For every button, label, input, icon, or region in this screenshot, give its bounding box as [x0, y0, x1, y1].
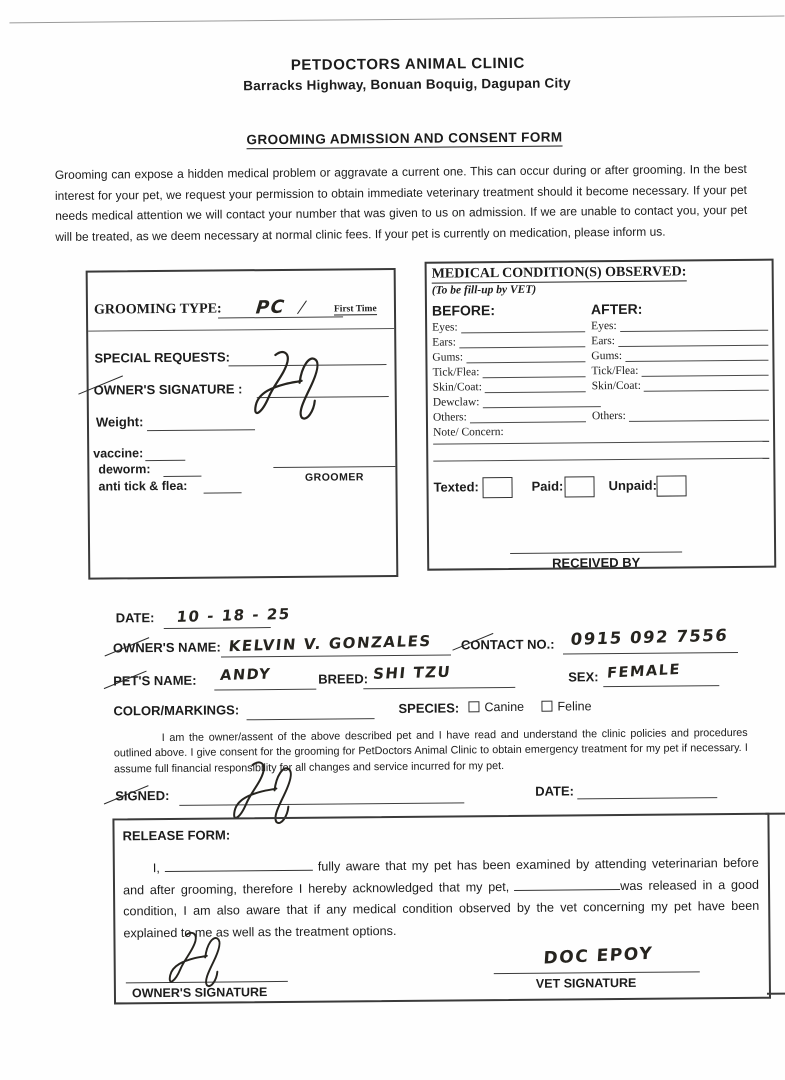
before-row-label: Gums:: [432, 351, 464, 364]
date-value: 10 - 18 - 25: [175, 604, 292, 626]
unpaid-checkbox: [656, 475, 686, 496]
first-time-label: First Time: [333, 304, 377, 315]
breed-blank: [363, 687, 515, 689]
blank-line: [470, 409, 586, 423]
blank-line: [644, 378, 769, 392]
received-by-label: RECEIVED BY: [552, 554, 641, 571]
contact-no-value: 0915 092 7556: [569, 625, 730, 649]
medical-title: MEDICAL CONDITION(S) OBSERVED:: [431, 264, 687, 282]
note-blank-line-2: [433, 458, 769, 462]
owner-signature-bottom: [163, 923, 236, 998]
before-row-label: Dewclaw:: [432, 396, 480, 409]
received-by-blank: [510, 551, 682, 554]
after-row-label: Skin/Coat:: [591, 379, 641, 393]
anti-tick-flea-label: anti tick & flea:: [98, 478, 188, 494]
vaccine-label: vaccine:: [93, 446, 144, 461]
owner-signature-label: OWNER'S SIGNATURE: [131, 985, 268, 1001]
vaccine-blank: [145, 460, 185, 461]
texted-label: Texted:: [433, 479, 479, 495]
owner-name-blank: [221, 654, 451, 657]
after-label: AFTER:: [590, 300, 643, 318]
texted-checkbox: [482, 477, 512, 498]
note-concern-label: Note/ Concern:: [433, 426, 504, 439]
groomer-label: GROOMER: [304, 471, 364, 484]
before-row-label: Tick/Flea:: [432, 366, 480, 379]
vet-signature-blank: [494, 971, 700, 974]
species-label: SPECIES:: [398, 700, 460, 716]
special-requests-label: SPECIAL REQUESTS:: [94, 349, 231, 366]
row-spacer: [592, 393, 769, 410]
owner-name-label: OWNER'S NAME:: [112, 639, 221, 656]
medical-after-row: [591, 363, 768, 380]
before-row-label: Eyes:: [432, 321, 458, 334]
medical-after-row: [591, 333, 768, 350]
after-row-label: Others:: [591, 409, 626, 423]
medical-after-row: [591, 348, 768, 365]
deworm-blank: [163, 476, 201, 477]
medical-before-row: [432, 349, 585, 365]
blank-line: [482, 394, 600, 408]
grooming-box: [86, 268, 399, 580]
release-intro: I,: [152, 861, 160, 876]
weight-blank: [147, 429, 255, 431]
anti-tick-flea-blank: [204, 492, 242, 493]
medical-before-row: [433, 379, 586, 395]
paid-label: Paid:: [531, 478, 564, 494]
blank-line: [485, 379, 586, 393]
feline-label: Feline: [557, 699, 592, 714]
deworm-label: deworm:: [98, 462, 151, 477]
signed-blank: [179, 802, 464, 805]
blank-line: [459, 334, 585, 348]
owners-signature-label: OWNER'S SIGNATURE :: [93, 381, 243, 398]
breed-label: BREED:: [318, 671, 369, 687]
weight-label: Weight:: [95, 414, 144, 430]
contact-no-label: CONTACT NO.:: [460, 636, 555, 653]
scan-artifact-line: [765, 813, 785, 815]
before-row-label: Others:: [432, 411, 467, 424]
sex-label: SEX:: [568, 669, 599, 685]
clinic-address: Barracks Highway, Bonuan Boquig, Dagupan City: [243, 75, 571, 94]
pet-name-blank: [214, 689, 316, 691]
pet-name-value: ANDY: [219, 666, 272, 684]
release-body-1: fully aware that my pet has been examined by attending veterinarian before and after grooming, therefore I hereby acknowledged that my pet,: [122, 855, 759, 897]
sex-blank: [603, 685, 719, 687]
owner-signature: [246, 346, 339, 427]
scan-artifact-line: [767, 993, 785, 995]
intro-paragraph: Grooming can expose a hidden medical problem or aggravate a current one. This can occur during or after grooming. In the best interest for your pet, we request your permission to obtain immediate veterinary treatment should it become necessary. If your pet needs medical attention we will contact your number that was given to us on admission. If we are unable to contact you, your pet will be treated, as we deem necessary at normal clinic fees. If your pet is currently on medication, please inform us.: [54, 161, 748, 244]
blank-line: [641, 363, 768, 377]
before-column: [432, 319, 586, 440]
after-row-label: Tick/Flea:: [591, 364, 639, 378]
breed-value: SHI TZU: [372, 662, 453, 683]
grooming-type-value: PC: [254, 296, 287, 319]
after-column: [591, 318, 769, 425]
unpaid-label: Unpaid:: [608, 477, 657, 494]
date-label: DATE:: [115, 610, 155, 626]
after-row-label: Gums:: [591, 349, 623, 363]
pen-stroke: [297, 300, 307, 314]
after-row-label: Eyes:: [591, 320, 617, 333]
vet-signature-value: DOC EPOY: [542, 943, 654, 969]
medical-before-row: [432, 334, 585, 350]
release-body-2: was released in a good condition, I am also aware that if any medical condition observed by the vet concerning my pet have been explained to me as well as the treatment options.: [123, 877, 760, 940]
species-option-canine: [468, 700, 524, 714]
consent-paragraph: I am the owner/assent of the above described pet and I have read and understand the clinic policies and procedures outlined above. I give consent for the grooming for PetDoctors Animal Clinic to obtain emergency treatment for my pet if necessary. I assume full financial responsibility for all changes and service incurred for my pet.: [113, 726, 748, 776]
signed-date-label: DATE:: [535, 783, 575, 799]
owner-name-value: KELVIN V. GONZALES: [227, 631, 433, 656]
medical-conditions-box: [425, 259, 777, 571]
note-concern-row: [433, 424, 586, 440]
blank-line: [625, 348, 768, 362]
release-form-title: RELEASE FORM:: [122, 827, 231, 844]
before-row-label: Ears:: [432, 336, 456, 349]
paper-edge-line: [9, 16, 784, 24]
medical-before-row: [433, 394, 601, 410]
blank-line: [629, 408, 769, 422]
release-name-blank: [165, 857, 313, 872]
medical-subtitle: (To be fill-up by VET): [431, 283, 537, 297]
medical-after-row: [592, 378, 769, 395]
signed-label: SIGNED:: [115, 787, 170, 804]
blank-line: [620, 318, 769, 332]
color-markings-blank: [247, 718, 375, 720]
blank-line: [461, 319, 586, 333]
canine-label: Canine: [484, 699, 525, 715]
clinic-name: PETDOCTORS ANIMAL CLINIC: [290, 54, 525, 74]
form-title: GROOMING ADMISSION AND CONSENT FORM: [246, 129, 563, 148]
release-form-box: [112, 813, 771, 1005]
note-blank-line-1: [433, 441, 769, 445]
blank-line: [482, 364, 585, 378]
medical-after-row: [592, 408, 769, 425]
medical-after-row: [591, 318, 768, 335]
color-markings-label: COLOR/MARKINGS:: [113, 702, 240, 719]
signed-date-blank: [577, 797, 717, 799]
after-row-label: Ears:: [591, 335, 615, 348]
pet-name-label: PET'S NAME:: [113, 672, 197, 689]
medical-before-row: [432, 319, 585, 335]
section-divider-line: [88, 328, 394, 332]
canine-checkbox: [468, 701, 479, 712]
medical-before-row: [432, 364, 585, 380]
medical-before-row: [433, 409, 586, 425]
release-pet-blank: [514, 876, 620, 891]
vet-signature-label: VET SIGNATURE: [535, 975, 637, 991]
feline-checkbox: [541, 701, 552, 712]
grooming-type-label: GROOMING TYPE:: [93, 301, 222, 318]
blank-line: [618, 333, 768, 347]
species-option-feline: [541, 699, 591, 713]
groomer-blank: [273, 466, 395, 468]
sex-value: FEMALE: [606, 661, 682, 682]
before-row-label: Skin/Coat:: [432, 381, 482, 394]
date-blank: [164, 627, 271, 629]
before-label: BEFORE:: [431, 302, 496, 319]
blank-line: [466, 349, 585, 363]
paid-checkbox: [564, 476, 594, 497]
contact-no-blank: [563, 652, 738, 655]
